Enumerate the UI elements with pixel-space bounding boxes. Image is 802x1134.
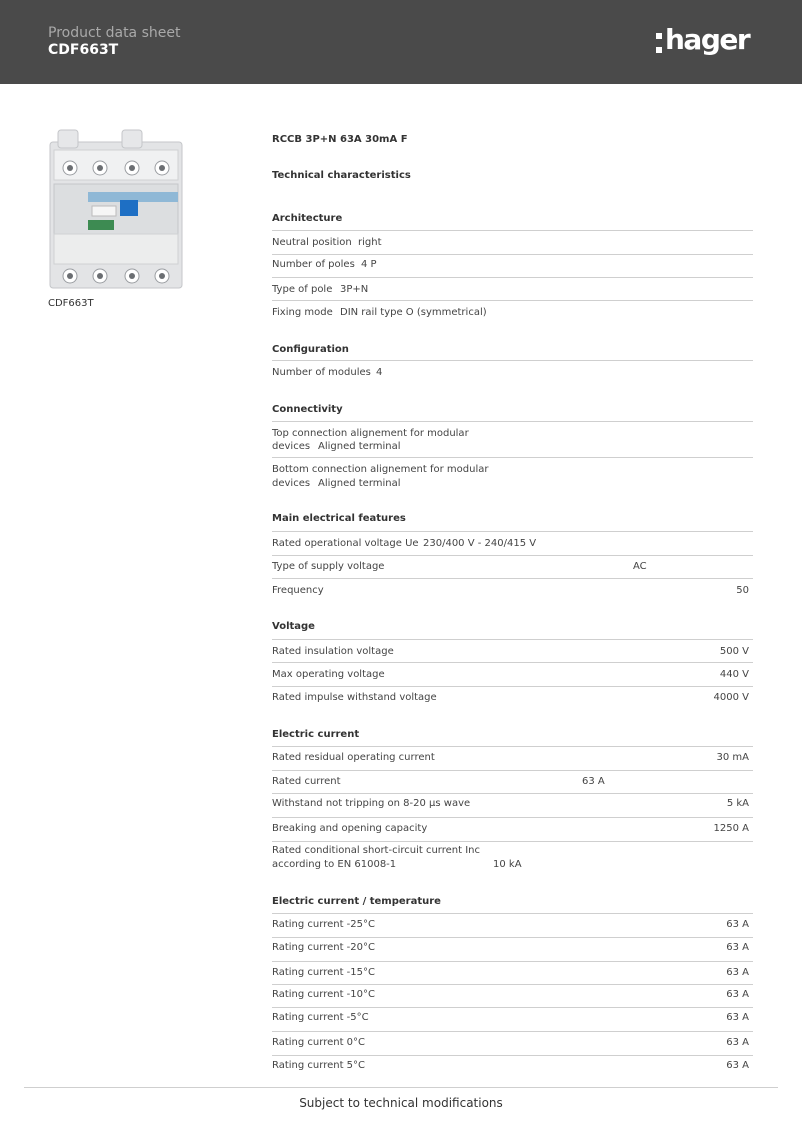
configuration-heading: Configuration [272, 344, 349, 355]
table-row: Bottom connection alignement for modular devices Aligned terminal [272, 457, 753, 493]
image-caption: CDF663T [48, 298, 94, 309]
table-row: Rating current -20°C 63 A [272, 937, 753, 961]
current-temperature-heading: Electric current / temperature [272, 896, 441, 907]
logo-dots-icon [656, 33, 662, 53]
electric-current-heading: Electric current [272, 729, 360, 740]
table-row: Rated operational voltage Ue 230/400 V - 240/415 V [272, 531, 753, 555]
technical-characteristics-heading: Technical characteristics [272, 170, 411, 181]
product-code: CDF663T [48, 42, 119, 58]
product-title: RCCB 3P+N 63A 30mA F [272, 134, 408, 145]
logo-text: hager [665, 23, 750, 56]
table-row: Rating current 0°C 63 A [272, 1031, 753, 1055]
table-row: Fixing mode DIN rail type O (symmetrical) [272, 300, 753, 324]
product-image [48, 128, 190, 292]
table-row: Breaking and opening capacity 1250 A [272, 817, 753, 841]
table-row: Number of modules 4 [272, 360, 753, 384]
table-row: Type of pole 3P+N [272, 277, 753, 300]
table-row: Frequency 50 [272, 578, 753, 602]
table-row: Rated insulation voltage 500 V [272, 639, 753, 662]
document-type: Product data sheet [48, 25, 181, 41]
table-row: Rated current 63 A [272, 770, 753, 793]
table-row: Neutral position right [272, 230, 753, 254]
footer-divider [24, 1087, 778, 1088]
table-row: Rating current -15°C 63 A [272, 961, 753, 984]
table-row: Top connection alignement for modular devices Aligned terminal [272, 421, 753, 457]
main-electrical-heading: Main electrical features [272, 513, 406, 524]
table-row: Withstand not tripping on 8-20 µs wave 5 kA [272, 793, 753, 817]
table-row: Rating current -25°C 63 A [272, 913, 753, 937]
table-row: Number of poles 4 P [272, 254, 753, 277]
architecture-heading: Architecture [272, 213, 343, 224]
table-row: Rated conditional short-circuit current Inc according to EN 61008-1 10 kA [272, 841, 753, 879]
table-row: Rated impulse withstand voltage 4000 V [272, 686, 753, 710]
table-row: Rated residual operating current 30 mA [272, 746, 753, 770]
connectivity-heading: Connectivity [272, 404, 343, 415]
voltage-heading: Voltage [272, 621, 315, 632]
table-row: Max operating voltage 440 V [272, 662, 753, 686]
table-row: Rating current -5°C 63 A [272, 1007, 753, 1031]
header-bar [0, 0, 802, 84]
table-row: Type of supply voltage AC [272, 555, 753, 578]
hager-logo [656, 24, 749, 58]
footer-note: Subject to technical modifications [299, 1096, 503, 1110]
table-row: Rating current 5°C 63 A [272, 1055, 753, 1077]
table-row: Rating current -10°C 63 A [272, 984, 753, 1007]
